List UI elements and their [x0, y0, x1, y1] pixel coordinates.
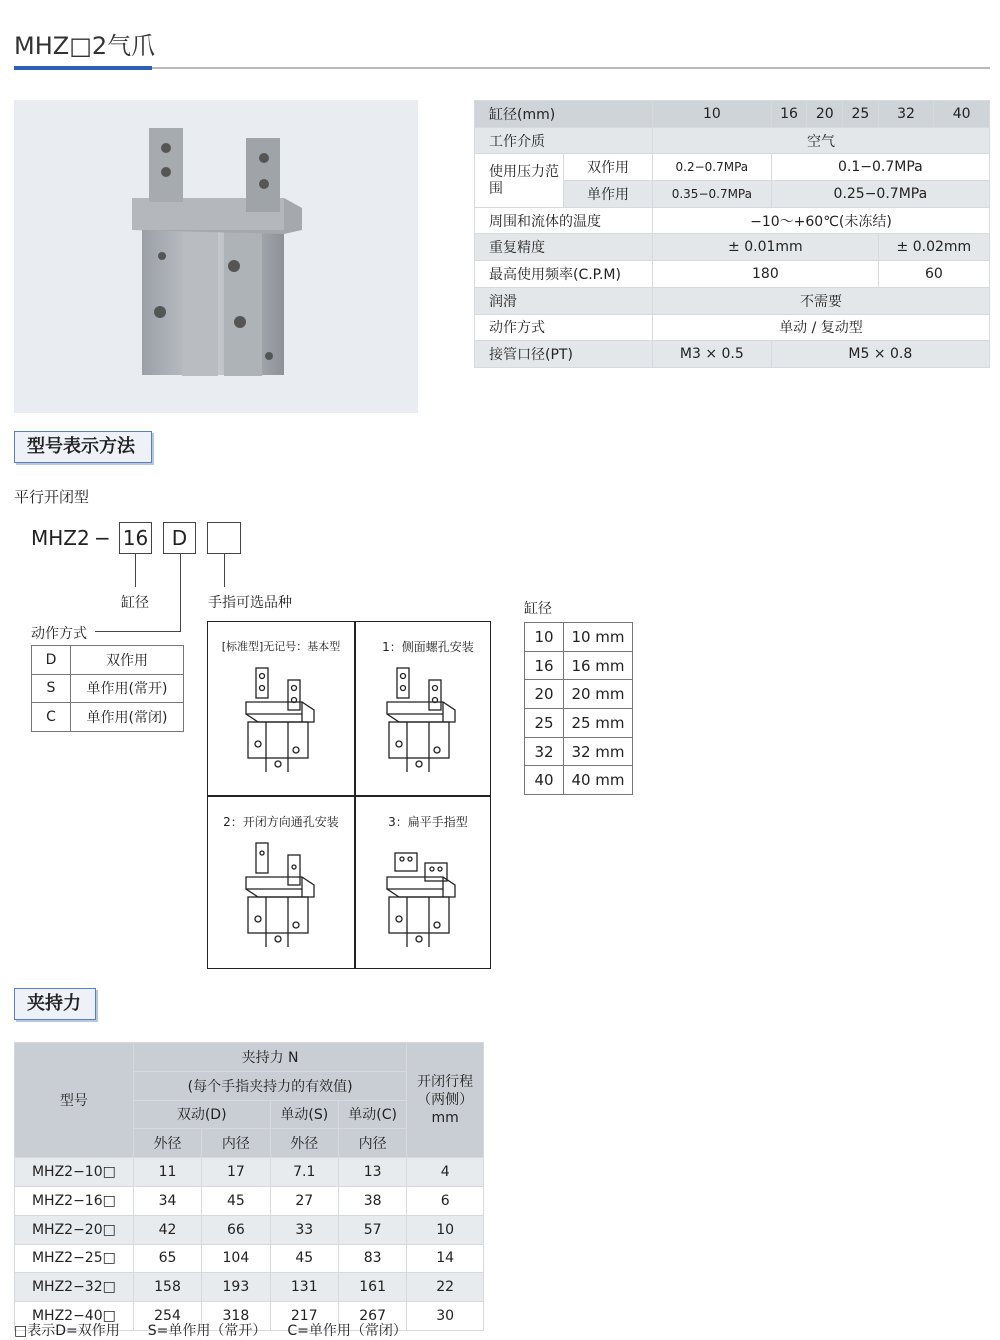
spec-value-medium: 空气	[653, 127, 990, 154]
table-row	[32, 703, 184, 732]
grip-value: 267	[338, 1302, 406, 1331]
grip-header-model: 型号	[15, 1043, 134, 1158]
gripper-drawing	[244, 839, 318, 951]
spec-header-20: 20	[807, 101, 843, 128]
bore-leader	[135, 553, 136, 587]
bore-code: 10	[525, 623, 564, 652]
page-title: MHZ□2气爪	[14, 32, 156, 60]
spec-value-port-b: M5 × 0.8	[771, 341, 989, 368]
grip-force-table	[14, 1042, 484, 1331]
grip-header-force: 夹持力 N	[133, 1043, 407, 1072]
bore-table	[524, 622, 633, 795]
grip-value: 254	[133, 1302, 201, 1331]
grip-stroke: 10	[407, 1215, 484, 1244]
grip-value: 27	[270, 1186, 338, 1215]
spec-label-freq: 最高使用频率(C.P.M)	[475, 261, 653, 288]
spec-value-lube: 不需要	[653, 287, 990, 314]
action-desc: 单作用(常开)	[71, 674, 184, 703]
grip-model: MHZ2−20□	[15, 1215, 134, 1244]
bore-size: 16 mm	[564, 651, 633, 680]
table-row	[15, 1215, 484, 1244]
table-row	[32, 674, 184, 703]
spec-value-repeat-a: ± 0.01mm	[653, 234, 879, 261]
table-row	[32, 646, 184, 675]
spec-label-double: 双作用	[564, 154, 653, 181]
code-bore-box: 16	[119, 522, 152, 554]
bore-size: 25 mm	[564, 709, 633, 738]
spec-value-temp: −10～+60℃(未冻结)	[653, 207, 990, 234]
gripper-drawing	[385, 839, 459, 951]
action-caption: 动作方式	[31, 626, 87, 642]
code-dash: −	[94, 526, 111, 550]
action-leader-v	[180, 553, 181, 631]
grip-value: 104	[202, 1244, 270, 1273]
gripper-drawing	[244, 664, 318, 776]
grip-value: 42	[133, 1215, 201, 1244]
code-prefix: MHZ2	[31, 526, 90, 550]
spec-header-bore: 缸径(mm)	[475, 101, 653, 128]
grip-value: 13	[338, 1158, 406, 1187]
spec-value-single-other: 0.25−0.7MPa	[771, 181, 989, 208]
bore-size: 20 mm	[564, 680, 633, 709]
title-divider-accent	[14, 66, 152, 70]
spec-label-medium: 工作介质	[475, 127, 653, 154]
spec-value-port-a: M3 × 0.5	[653, 341, 772, 368]
finger-option-3	[355, 797, 501, 971]
finger-caption: 手指可选品种	[208, 595, 292, 611]
grip-model: MHZ2−10□	[15, 1158, 134, 1187]
bore-code: 20	[525, 680, 564, 709]
table-row	[525, 680, 633, 709]
bore-size: 40 mm	[564, 766, 633, 795]
table-row	[15, 1273, 484, 1302]
bore-code: 32	[525, 737, 564, 766]
grip-header-outer: 外径	[270, 1129, 338, 1158]
table-row	[525, 623, 633, 652]
spec-value-single-small: 0.35−0.7MPa	[653, 181, 772, 208]
action-table	[31, 645, 184, 732]
grip-value: 34	[133, 1186, 201, 1215]
grip-model: MHZ2−32□	[15, 1273, 134, 1302]
grip-value: 217	[270, 1302, 338, 1331]
gripper-drawing	[385, 664, 459, 776]
bore-code: 16	[525, 651, 564, 680]
spec-label-port: 接管口径(PT)	[475, 341, 653, 368]
finger-options-grid	[207, 621, 491, 969]
grip-model: MHZ2−25□	[15, 1244, 134, 1273]
grip-stroke: 6	[407, 1186, 484, 1215]
grip-value: 45	[270, 1244, 338, 1273]
spec-value-repeat-b: ± 0.02mm	[878, 234, 989, 261]
grip-value: 66	[202, 1215, 270, 1244]
spec-label-single: 单作用	[564, 181, 653, 208]
grip-stroke: 4	[407, 1158, 484, 1187]
grip-value: 131	[270, 1273, 338, 1302]
spec-header-16: 16	[771, 101, 807, 128]
table-row	[525, 709, 633, 738]
bore-size: 32 mm	[564, 737, 633, 766]
grip-value: 83	[338, 1244, 406, 1273]
action-desc: 单作用(常闭)	[71, 703, 184, 732]
grip-model: MHZ2−16□	[15, 1186, 134, 1215]
grip-value: 65	[133, 1244, 201, 1273]
table-row	[525, 651, 633, 680]
finger-leader	[224, 553, 225, 587]
grip-value: 38	[338, 1186, 406, 1215]
spec-label-repeat: 重复精度	[475, 234, 653, 261]
bore-code: 25	[525, 709, 564, 738]
grip-header-inner: 内径	[338, 1129, 406, 1158]
bore-code: 40	[525, 766, 564, 795]
finger-option-caption: 2：开闭方向通孔安装	[223, 815, 339, 829]
grip-value: 161	[338, 1273, 406, 1302]
bore-table-caption: 缸径	[524, 601, 552, 617]
spec-header-32: 32	[878, 101, 934, 128]
code-finger-box	[207, 522, 241, 554]
spec-label-pressure: 使用压力范围	[475, 154, 564, 207]
spec-table	[474, 100, 990, 368]
bore-caption: 缸径	[121, 595, 149, 611]
grip-header-single-s: 单动(S)	[270, 1100, 338, 1129]
action-code: C	[32, 703, 71, 732]
table-row	[525, 766, 633, 795]
grip-header-force-sub: (每个手指夹持力的有效值)	[133, 1071, 407, 1100]
spec-value-freq-a: 180	[653, 261, 879, 288]
spec-label-temp: 周围和流体的温度	[475, 207, 653, 234]
grip-value: 193	[202, 1273, 270, 1302]
finger-option-caption: 3：扁平手指型	[388, 815, 468, 829]
grip-value: 11	[133, 1158, 201, 1187]
grip-stroke: 22	[407, 1273, 484, 1302]
spec-header-10: 10	[653, 101, 772, 128]
table-row	[15, 1158, 484, 1187]
action-code: S	[32, 674, 71, 703]
action-code: D	[32, 646, 71, 675]
finger-option-caption: 1：侧面螺孔安装	[382, 640, 474, 654]
table-row	[15, 1244, 484, 1273]
grip-header-double: 双动(D)	[133, 1100, 270, 1129]
spec-label-lube: 润滑	[475, 287, 653, 314]
parallel-type-label: 平行开闭型	[14, 488, 90, 506]
action-desc: 双作用	[71, 646, 184, 675]
finger-option-2	[208, 797, 354, 971]
footnote: □表示D=双作用 S=单作用（常开） C=单作用（常闭）	[14, 1323, 407, 1339]
grip-value: 33	[270, 1215, 338, 1244]
grip-value: 17	[202, 1158, 270, 1187]
grip-stroke: 14	[407, 1244, 484, 1273]
grip-value: 45	[202, 1186, 270, 1215]
spec-value-action: 单动 / 复动型	[653, 314, 990, 341]
table-row	[15, 1186, 484, 1215]
grip-model: MHZ2−40□	[15, 1302, 134, 1331]
spec-header-40: 40	[934, 101, 990, 128]
product-photo	[14, 100, 418, 413]
spec-value-double-other: 0.1−0.7MPa	[771, 154, 989, 181]
grip-value: 318	[202, 1302, 270, 1331]
grip-header-single-c: 单动(C)	[338, 1100, 406, 1129]
grip-header-stroke: 开闭行程（两侧）mm	[407, 1043, 484, 1158]
spec-value-double-small: 0.2−0.7MPa	[653, 154, 772, 181]
finger-option-standard	[208, 622, 354, 796]
spec-label-action: 动作方式	[475, 314, 653, 341]
section-model-heading: 型号表示方法	[14, 431, 152, 463]
action-leader-h	[95, 631, 181, 632]
grip-header-inner: 内径	[202, 1129, 270, 1158]
grip-value: 158	[133, 1273, 201, 1302]
grip-value: 7.1	[270, 1158, 338, 1187]
grip-header-outer: 外径	[133, 1129, 201, 1158]
spec-header-25: 25	[843, 101, 879, 128]
bore-size: 10 mm	[564, 623, 633, 652]
title-divider	[14, 67, 990, 69]
finger-option-caption: [标准型]无记号：基本型	[221, 640, 341, 653]
grip-value: 57	[338, 1215, 406, 1244]
table-row	[525, 737, 633, 766]
spec-value-freq-b: 60	[878, 261, 989, 288]
section-grip-heading: 夹持力	[14, 988, 96, 1020]
finger-option-1	[355, 622, 501, 796]
grip-stroke: 30	[407, 1302, 484, 1331]
code-action-box: D	[163, 522, 196, 554]
